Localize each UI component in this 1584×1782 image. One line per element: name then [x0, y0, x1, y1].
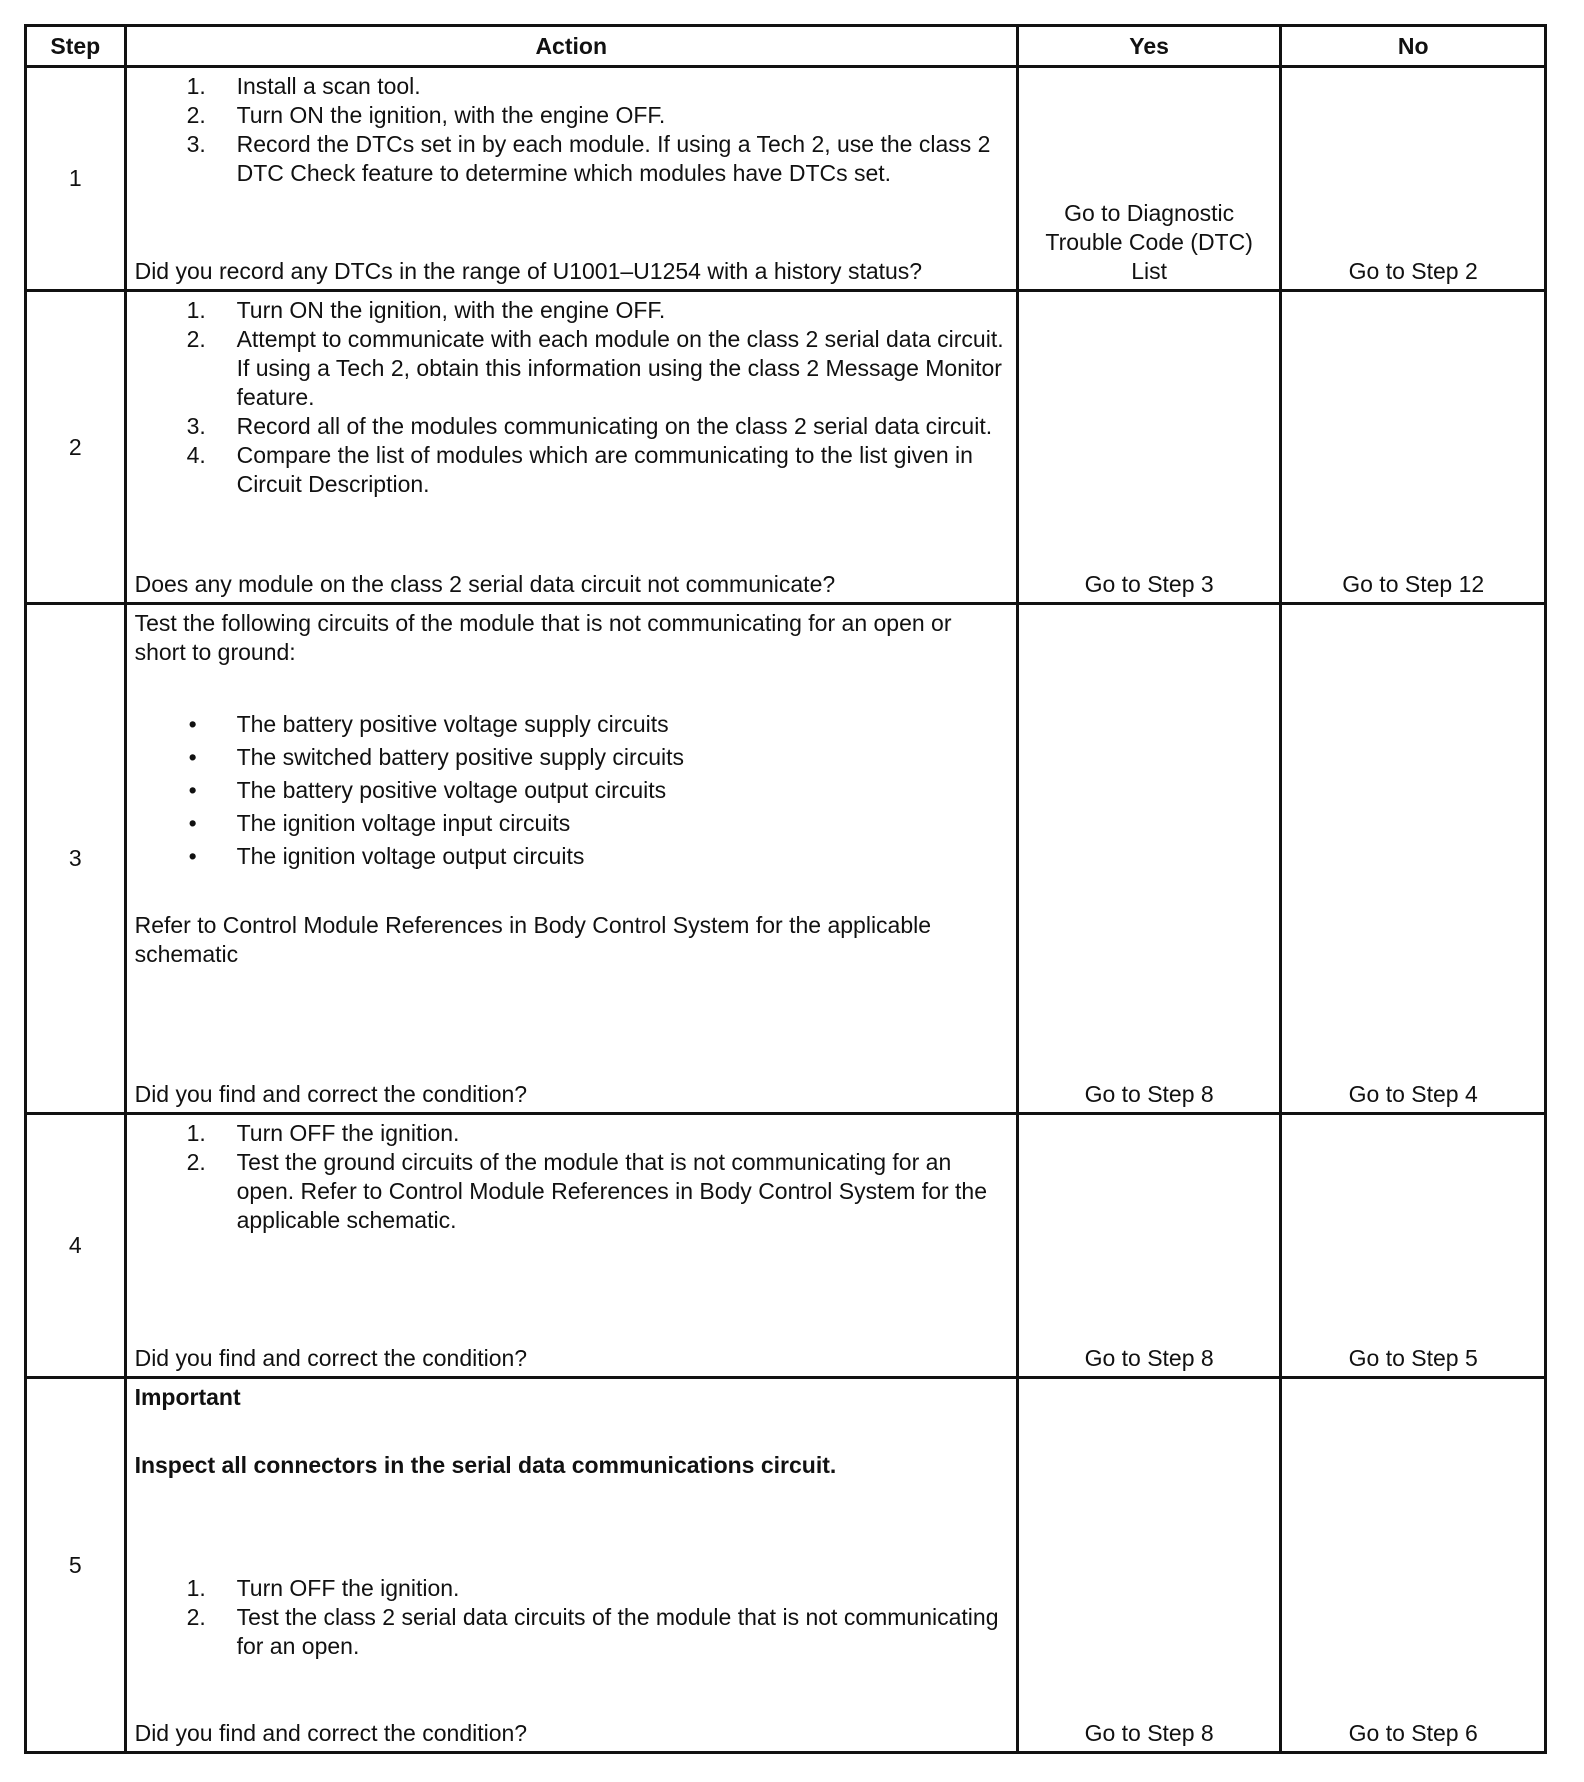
bullet-icon: •	[188, 744, 197, 770]
list-number: 2.	[186, 102, 206, 128]
table-row	[26, 67, 1546, 291]
list-text: The ignition voltage input circuits	[236, 810, 571, 836]
list-text: Attempt to communicate with each module on the class 2 serial data circuit. If using a Tech 2, obtain this information using the class 2 Message Monitor feature.	[236, 326, 1004, 410]
step-number: 5	[26, 1378, 126, 1753]
step-number: 2	[26, 291, 126, 604]
list-text: Turn ON the ignition, with the engine OFF.	[236, 102, 666, 128]
table-row	[26, 604, 1546, 1114]
bullet-icon: •	[188, 810, 197, 836]
list-text: Turn OFF the ignition.	[236, 1120, 460, 1146]
list-number: 4.	[186, 442, 206, 468]
intro-text: Test the following circuits of the module that is not communicating for an open or short to ground:	[134, 610, 952, 665]
list-item	[135, 1148, 1008, 1235]
list-item	[135, 130, 1008, 188]
numbered-list	[135, 296, 1008, 499]
list-text: Record all of the modules communicating on the class 2 serial data circuit.	[236, 413, 993, 439]
list-item	[135, 72, 1008, 101]
yes-result: Go to Step 3	[1017, 291, 1281, 604]
list-number: 3.	[186, 413, 206, 439]
no-result: Go to Step 6	[1281, 1378, 1546, 1753]
table-row	[26, 291, 1546, 604]
list-item	[135, 441, 1008, 499]
header-action: Action	[125, 26, 1017, 67]
list-item	[135, 776, 1008, 805]
step-number: 3	[26, 604, 126, 1114]
step-number: 4	[26, 1114, 126, 1378]
list-text: The ignition voltage output circuits	[236, 843, 585, 869]
numbered-list	[135, 72, 1008, 188]
list-number: 1.	[186, 1575, 206, 1601]
yes-result: Go to Step 8	[1017, 1114, 1281, 1378]
list-item	[135, 296, 1008, 325]
list-text: The switched battery positive supply circuits	[236, 744, 684, 770]
no-result: Go to Step 2	[1281, 67, 1546, 291]
numbered-list	[135, 1574, 1008, 1661]
important-label: Important	[134, 1384, 241, 1410]
list-item	[135, 710, 1008, 739]
list-item	[135, 1119, 1008, 1148]
list-number: 1.	[186, 73, 206, 99]
table-row	[26, 1378, 1546, 1753]
bullet-icon: •	[188, 711, 197, 737]
list-number: 3.	[186, 131, 206, 157]
list-item	[135, 1603, 1008, 1661]
header-no: No	[1281, 26, 1546, 67]
numbered-list	[135, 1119, 1008, 1235]
yes-result: Go to Step 8	[1017, 1378, 1281, 1753]
no-result: Go to Step 5	[1281, 1114, 1546, 1378]
list-text: Test the class 2 serial data circuits of the module that is not communicating for an open.	[236, 1604, 999, 1659]
action-cell	[125, 291, 1017, 604]
list-item	[135, 809, 1008, 838]
list-text: Test the ground circuits of the module that is not communicating for an open. Refer to Control Module References in Body Control System for the applicable schematic.	[236, 1149, 988, 1233]
list-number: 1.	[186, 297, 206, 323]
bullet-icon: •	[188, 777, 197, 803]
list-item	[135, 101, 1008, 130]
table-row	[26, 1114, 1546, 1378]
list-text: Install a scan tool.	[236, 73, 421, 99]
step-number: 1	[26, 67, 126, 291]
diagnostic-table	[24, 24, 1547, 1754]
question-text: Did you find and correct the condition?	[134, 1081, 528, 1107]
list-number: 1.	[186, 1120, 206, 1146]
list-number: 2.	[186, 1604, 206, 1630]
question-text: Did you find and correct the condition?	[134, 1720, 528, 1746]
list-item	[135, 412, 1008, 441]
yes-result: Go to Step 8	[1017, 604, 1281, 1114]
header-step: Step	[26, 26, 126, 67]
list-text: Turn OFF the ignition.	[236, 1575, 460, 1601]
bullet-list	[135, 710, 1008, 871]
bullet-icon: •	[188, 843, 197, 869]
list-text: The battery positive voltage output circuits	[236, 777, 667, 803]
list-item	[135, 842, 1008, 871]
question-text: Did you record any DTCs in the range of U1001–U1254 with a history status?	[134, 258, 923, 284]
yes-result: Go to Diagnostic Trouble Code (DTC) List	[1017, 67, 1281, 291]
list-item	[135, 325, 1008, 412]
list-number: 2.	[186, 326, 206, 352]
action-cell	[125, 1378, 1017, 1753]
refer-text: Refer to Control Module References in Body Control System for the applicable schematic	[134, 912, 932, 967]
action-cell	[125, 604, 1017, 1114]
list-item	[135, 743, 1008, 772]
list-text: Turn ON the ignition, with the engine OFF.	[236, 297, 666, 323]
list-text: The battery positive voltage supply circuits	[236, 711, 669, 737]
important-text: Inspect all connectors in the serial data communications circuit.	[134, 1452, 837, 1478]
no-result: Go to Step 4	[1281, 604, 1546, 1114]
question-text: Did you find and correct the condition?	[134, 1345, 528, 1371]
list-number: 2.	[186, 1149, 206, 1175]
list-item	[135, 1574, 1008, 1603]
no-result: Go to Step 12	[1281, 291, 1546, 604]
list-text: Compare the list of modules which are communicating to the list given in Circuit Description.	[236, 442, 973, 497]
question-text: Does any module on the class 2 serial data circuit not communicate?	[134, 571, 836, 597]
header-yes: Yes	[1017, 26, 1281, 67]
action-cell	[125, 67, 1017, 291]
action-cell	[125, 1114, 1017, 1378]
header-row	[26, 26, 1546, 67]
list-text: Record the DTCs set in by each module. If using a Tech 2, use the class 2 DTC Check feature to determine which modules have DTCs set.	[236, 131, 991, 186]
